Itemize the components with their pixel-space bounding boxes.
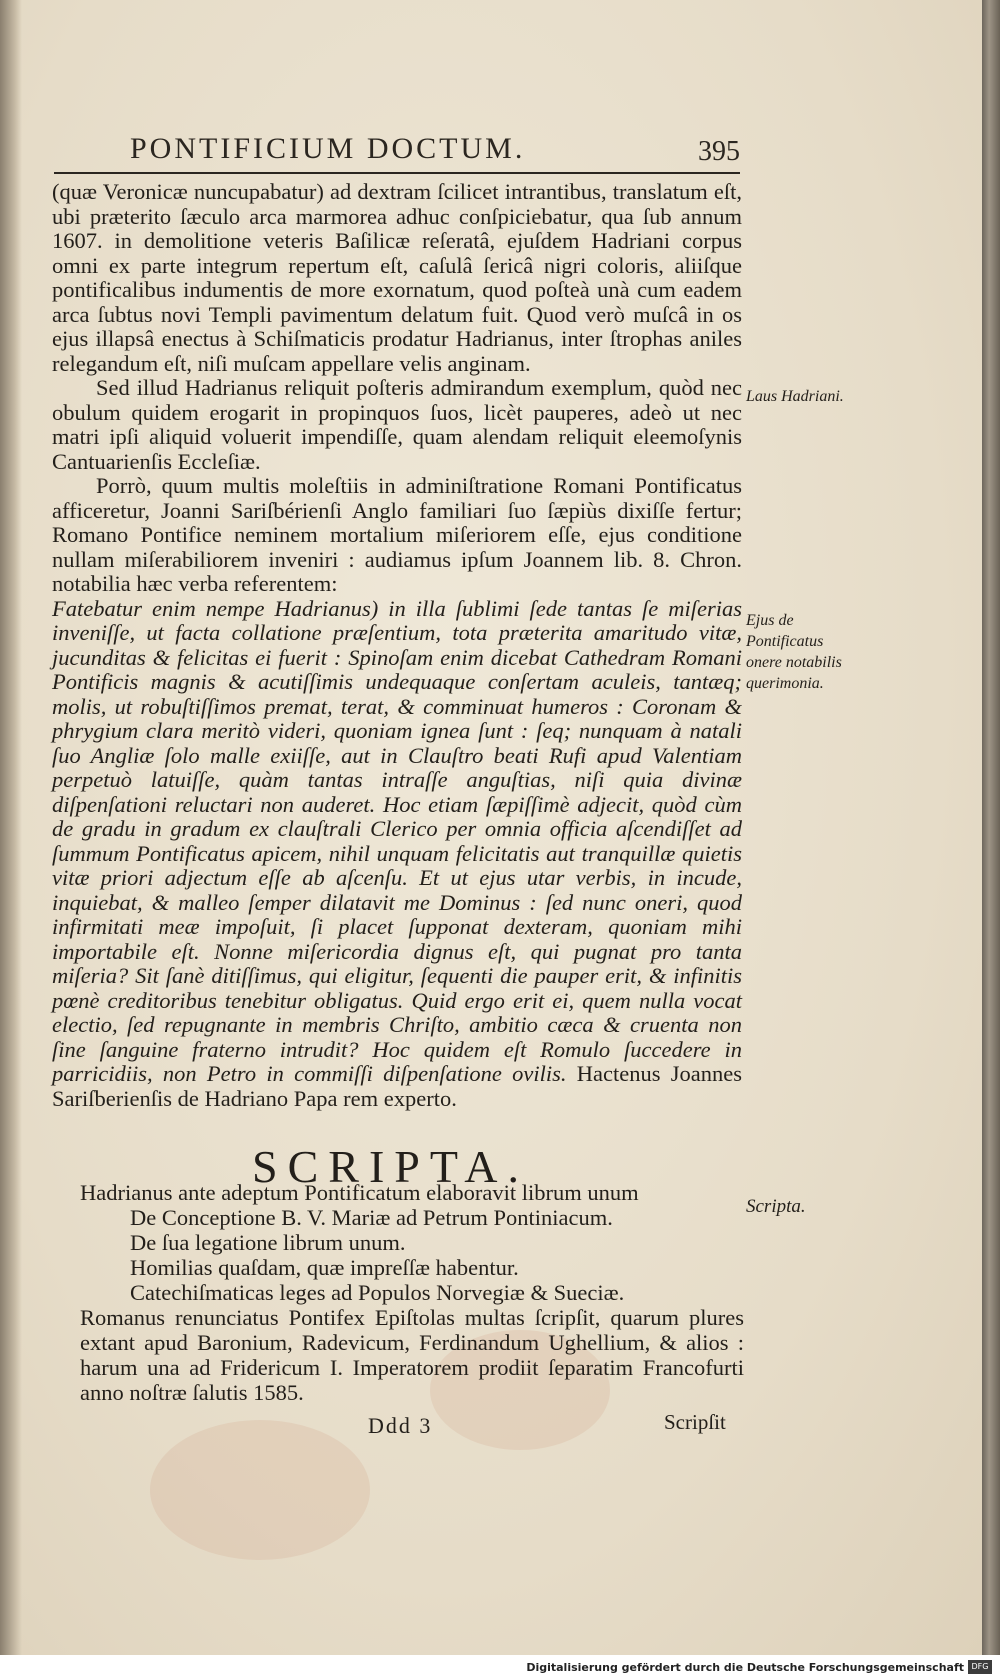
- section-title: SCRIPTA.: [252, 1141, 529, 1192]
- works-intro: Hadrianus ante adeptum Pontificatum elaboravit librum unum: [80, 1180, 639, 1205]
- page-number: 395: [698, 136, 740, 167]
- paragraph: Porrò, quum multis moleſtiis in adminiſtratione Romani Pontificatus afficeretur, Joanni Sariſbérienſi Anglo familiari ſuo ſæpiùs dixiſſe fertur; Romano Pontifice neminem mortalium miſeriorem eſſe, ejus conditione nullam miſerabiliorem inveniri : audiamus ipſum Joannem lib. 8. Chron. notabilia hæc verba referentem:: [52, 473, 742, 596]
- paper-stain: [150, 1420, 370, 1560]
- margin-note-scripta: Scripta.: [746, 1196, 806, 1217]
- page-header: [130, 132, 740, 166]
- works-closing: Romanus renunciatus Pontifex Epiſtolas multas ſcripſit, quarum plures extant apud Baronium, Radevicum, Ferdinandum Ughellium, & alios : harum una ad Fridericum I. Imperatorem prodiit ſeparatim Francofurti anno noſtræ ſalutis 1585.: [80, 1305, 744, 1405]
- works-item: De ſua legatione librum unum.: [130, 1230, 406, 1255]
- quotation: Fatebatur enim nempe Hadrianus) in illa ſublimi ſede tantas ſe miſerias inveniſſe, ut facta collatione præſentium, tota præterita amaritudo vitæ, jucunditas & felicitas ei fuerit : Spinoſam enim dicebat Cathedram Romani Pontificis magnis & acutiſſimis undequaque conſertam aculeis, tantæq; molis, ut robuſtiſſimos premat, terat, & comminuat humeros : Coronam & phrygium clara meritò videri, quoniam ignea ſunt : ſeq; nunquam à natali ſuo Angliæ ſolo malle exiiſſe, aut in Clauſtro beati Rufi apud Valentiam perpetuò latuiſſe, quàm tantas intraſſe anguſtias, niſi quia divinæ diſpenſationi reluctari non auderet. Hoc etiam ſæpiſſimè adjecit, quòd cùm de gradu in gradum ex clauſtrali Clerico per omnia officia aſcendiſſet ad ſummum Pontificatus apicem, nihil unquam felicitatis aut tranquillæ quietis vitæ priori adjectum eſſe ab aſcenſu. Et ut ejus utar verbis, in incude, inquiebat, & malleo ſemper dilatavit me Dominus : ſed nunc oneri, quod infirmitati meæ impoſuit, ſi placet ſupponat dexteram, quoniam mihi importabile eſt. Nonne miſericordia dignus eſt, qui pugnat pro tanta miſeria? Sit ſanè ditiſſimus, qui eligitur, ſequenti die pauper erit, & infinitis pœnè creditoribus tenebitur obligatus. Quid ergo erit ei, quem nulla vocat electio, ſed repugnante in membris Chriſto, ambitio cæca & cruenta non ſine ſanguine fraterno intrudit? Hoc quidem eſt Romulo ſuccedere in parricidiis, non Petro in commiſſi diſpenſatione ovilis.: [52, 595, 742, 1086]
- works-list: [80, 1180, 744, 1405]
- margin-note-querimonia: Ejus de Pontificatus onere notabilis querimonia.: [746, 612, 842, 692]
- footer-credit: Digitalisierung gefördert durch die Deutsche Forschungsgemeinschaft: [526, 1661, 964, 1674]
- paragraph: Sed illud Hadrianus reliquit poſteris admirandum exemplum, quòd nec obulum quidem erogarit in propinquos ſuos, licèt pauperes, adeò ut nec matri ipſi aliquid voluerit impendiſſe, quam alendam reliquit eleemoſynis Cantuarienſis Eccleſiæ.: [52, 375, 742, 474]
- catchword: Scripſit: [664, 1410, 726, 1434]
- quotation-attribution: Hactenus Joannes Sariſberienſis de Hadriano Papa rem experto.: [52, 1061, 743, 1111]
- book-edge: [982, 0, 1000, 1655]
- header-rule: [54, 172, 740, 174]
- signature-mark: Ddd 3: [368, 1413, 433, 1438]
- margin-note-laus: Laus Hadriani.: [746, 388, 844, 405]
- main-text: [52, 180, 742, 1111]
- quotation-block: [52, 597, 742, 1112]
- page-gutter-shadow: [0, 0, 22, 1655]
- works-item: Homilias quaſdam, quæ impreſſæ habentur.: [130, 1255, 519, 1280]
- works-item: De Conceptione B. V. Mariæ ad Petrum Pontiniacum.: [130, 1205, 613, 1230]
- dfg-logo: DFG: [968, 1660, 992, 1674]
- footer-bar: [0, 1655, 1000, 1680]
- running-title: PONTIFICIUM DOCTUM.: [130, 132, 526, 165]
- paragraph: (quæ Veronicæ nuncupabatur) ad dextram ſcilicet intrantibus, translatum eſt, ubi præterito ſæculo arca marmorea adhuc conſpiciebatur, qua ſub annum 1607. in demolitione veteris Baſilicæ reſeratâ, ejuſdem Hadriani corpus omni ex parte integrum repertum eſt, caſulâ ſericâ nigri coloris, aliiſque pontificalibus indumentis de more exornatum, quod poſteà unà cum eadem arca ſubtus novi Templi pavimentum delatum fuit. Quod verò muſcâ in os ejus illapsâ enectus à Schiſmaticis prodatur Hadrianus, inter ſtrophas aniles relegandum eſt, niſi muſcam appellare velis anginam.: [52, 179, 742, 376]
- works-item: Catechiſmaticas leges ad Populos Norvegiæ & Sueciæ.: [130, 1280, 625, 1305]
